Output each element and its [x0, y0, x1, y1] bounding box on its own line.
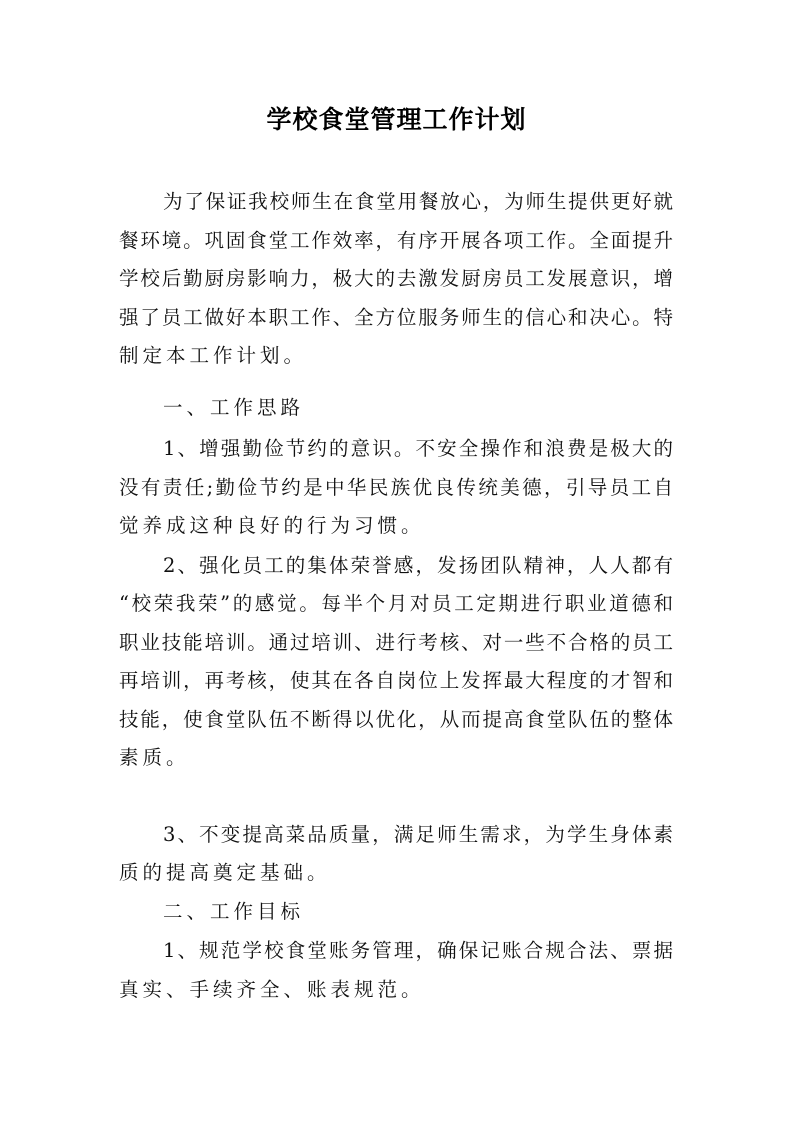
text-line: 二、工作目标	[163, 900, 305, 923]
text-line: 觉养成这种良好的行为习惯。	[119, 514, 425, 537]
text-line: 一、工作思路	[163, 396, 305, 419]
text-line: “校荣我荣”的感觉。每半个月对员工定期进行职业道德和	[119, 592, 673, 615]
text-line: 强了员工做好本职工作、全方位服务师生的信心和决心。特	[119, 306, 673, 329]
text-line: 为了保证我校师生在食堂用餐放心，为师生提供更好就	[163, 190, 673, 213]
text-line: 技能，使食堂队伍不断得以优化，从而提高食堂队伍的整体	[119, 708, 673, 731]
text-line: 制定本工作计划。	[119, 344, 308, 367]
text-line: 质的提高奠定基础。	[119, 861, 331, 884]
text-line: 1、规范学校食堂账务管理，确保记账合规合法、票据	[163, 939, 673, 962]
text-line: 没有责任;勤俭节约是中华民族优良传统美德，引导员工自	[119, 476, 673, 499]
text-line: 餐环境。巩固食堂工作效率，有序开展各项工作。全面提升	[119, 229, 673, 252]
text-line: 3、不变提高菜品质量，满足师生需求，为学生身体素	[163, 823, 673, 846]
text-line: 1、增强勤俭节约的意识。不安全操作和浪费是极大的	[163, 437, 673, 460]
text-line: 真实、手续齐全、账表规范。	[119, 978, 425, 1001]
text-line: 职业技能培训。通过培训、进行考核、对一些不合格的员工	[119, 631, 673, 654]
document-title: 学校食堂管理工作计划	[266, 105, 527, 134]
text-line: 学校后勤厨房影响力，极大的去激发厨房员工发展意识，增	[119, 267, 673, 290]
text-line: 再培训，再考核，使其在各自岗位上发挥最大程度的才智和	[119, 669, 673, 692]
text-line: 2、强化员工的集体荣誉感，发扬团队精神，人人都有	[163, 554, 673, 577]
text-line: 素质。	[119, 746, 190, 769]
